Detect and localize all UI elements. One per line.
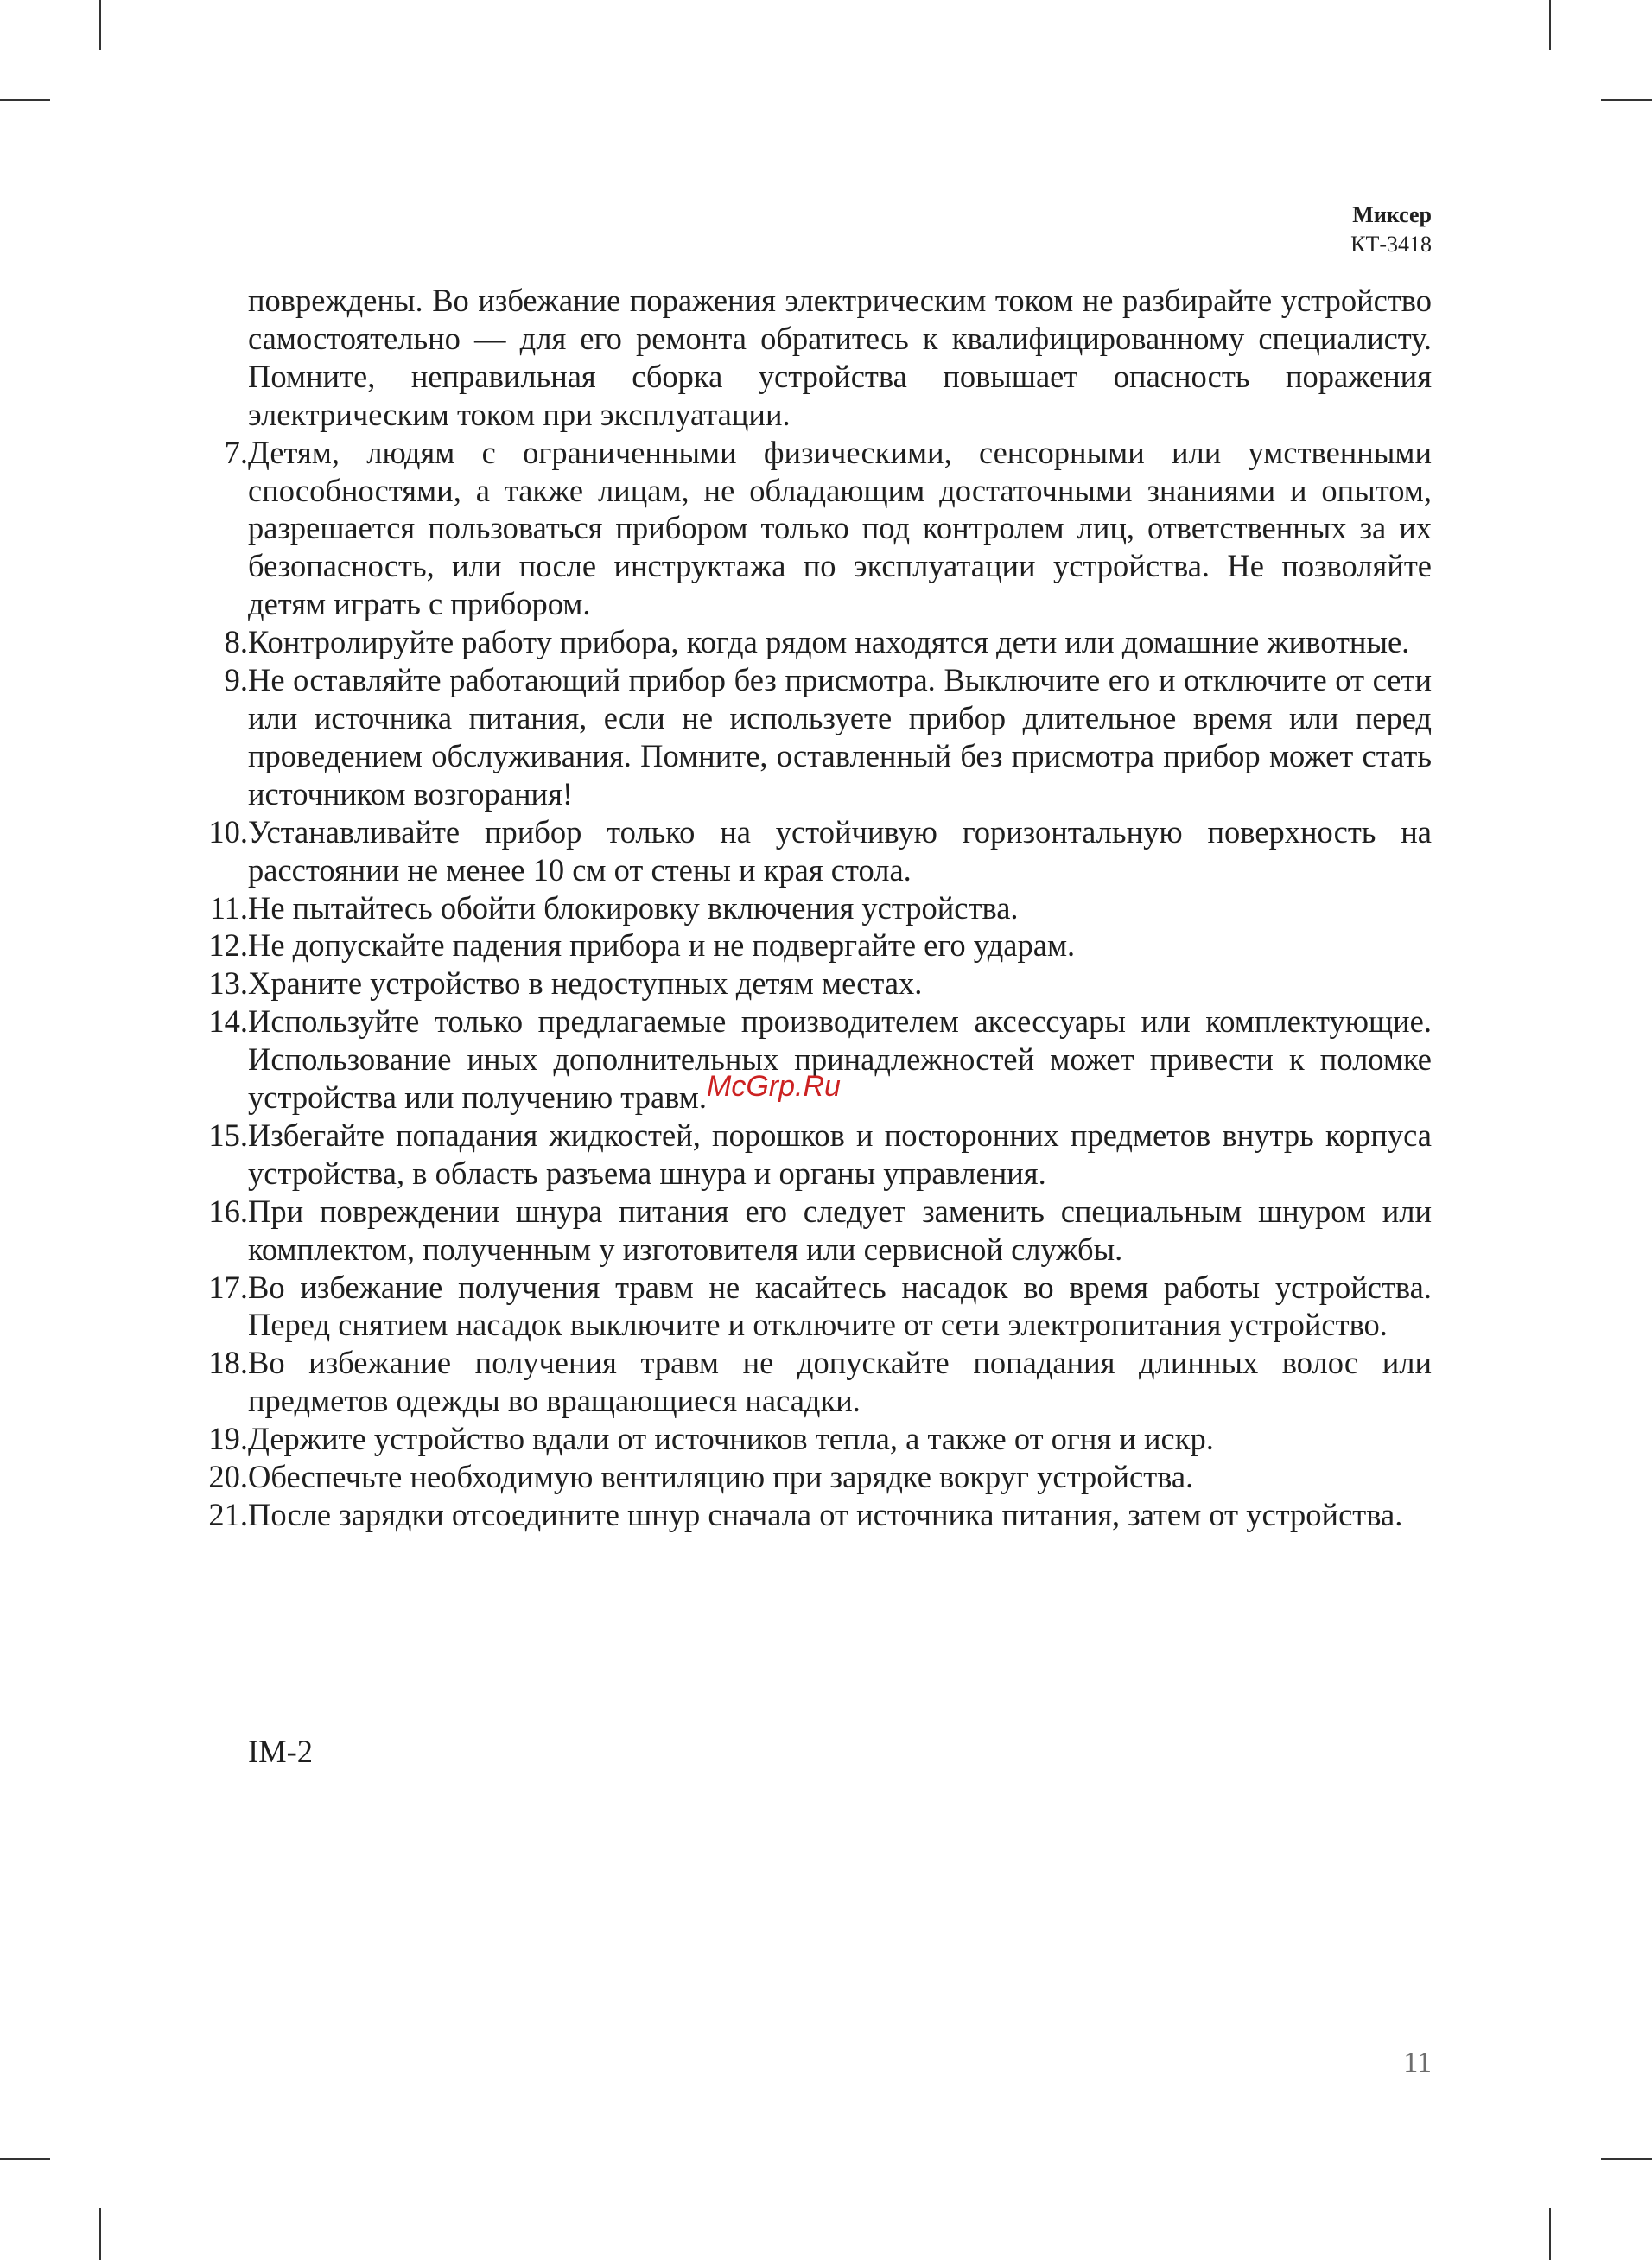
item-text: Детям, людям с ограниченными физическими, сенсорными или умственными способностями, а также лицам, не обладающим достаточными знаниями и опытом, разрешается пользоваться прибором только под контролем лиц, ответственных за их безопасность, или после инструктажа по эксплуатации устройства. Не позволяйте детям играть с прибором. xyxy=(248,434,1432,622)
item-number: 8. xyxy=(224,624,248,660)
list-item xyxy=(190,813,1432,889)
list-item xyxy=(190,1117,1432,1193)
watermark: McGrp.Ru xyxy=(707,1070,841,1103)
item-text: Обеспечьте необходимую вентиляцию при зарядке вокруг устройства. xyxy=(248,1459,1194,1495)
item-number: 12. xyxy=(208,927,248,964)
document-code: IM-2 xyxy=(248,1734,314,1769)
item-number: 19. xyxy=(208,1421,248,1457)
crop-mark xyxy=(1549,2208,1551,2260)
list-item xyxy=(190,1269,1432,1345)
product-model: КТ-3418 xyxy=(1350,232,1432,257)
item-number: 11. xyxy=(209,889,248,926)
item-text: Используйте только предлагаемые производителем аксессуары или комплектующие. Использование иных дополнительных принадлежностей может привести к поломке устройства или получению травм. xyxy=(248,1003,1432,1116)
list-item xyxy=(190,1458,1432,1496)
item-number: 10. xyxy=(208,813,248,850)
item-number: 13. xyxy=(208,965,248,1002)
list-item xyxy=(190,1193,1432,1269)
item-text: Устанавливайте прибор только на устойчивую горизонтальную поверхность на расстоянии не менее 10 см от стены и края стола. xyxy=(248,813,1432,888)
item-number: 18. xyxy=(208,1345,248,1381)
item-number: 15. xyxy=(208,1117,248,1153)
item-text: Не оставляйте работающий прибор без присмотра. Выключите его и отключите от сети или источника питания, если не используете прибор длительное время или перед проведением обслуживания. Помните, оставленный без присмотра прибор может стать источником возгорания! xyxy=(248,662,1432,812)
item-number: 20. xyxy=(208,1459,248,1495)
crop-mark xyxy=(1549,0,1551,50)
item-text: Избегайте попадания жидкостей, порошков и посторонних предметов внутрь корпуса устройства, в область разъема шнура и органы управления. xyxy=(248,1117,1432,1191)
crop-mark xyxy=(1601,99,1652,101)
item-number: 16. xyxy=(208,1193,248,1229)
crop-mark xyxy=(99,0,101,50)
item-text: Контролируйте работу прибора, когда рядом находятся дети или домашние животные. xyxy=(248,624,1410,660)
product-title: Миксер xyxy=(1352,202,1432,227)
item-text: При повреждении шнура питания его следует заменить специальным шнуром или комплектом, полученным у изготовителя или сервисной службы. xyxy=(248,1193,1432,1267)
item-text: Не пытайтесь обойти блокировку включения устройства. xyxy=(248,889,1019,926)
list-item xyxy=(190,964,1432,1003)
item-text: Во избежание получения травм не допускайте попадания длинных волос или предметов одежды во вращающиеся насадки. xyxy=(248,1345,1432,1419)
crop-mark xyxy=(0,2158,50,2160)
list-item xyxy=(190,889,1432,927)
item-number: 7. xyxy=(224,434,248,470)
instruction-list xyxy=(190,282,1432,1534)
list-item xyxy=(190,282,1432,434)
crop-mark xyxy=(1601,2158,1652,2160)
item-number: 9. xyxy=(224,662,248,698)
page-header xyxy=(1350,201,1432,259)
item-text: Во избежание получения травм не касайтесь насадок во время работы устройства. Перед снятием насадок выключите и отключите от сети электропитания устройство. xyxy=(248,1269,1432,1343)
list-item xyxy=(190,661,1432,813)
crop-mark xyxy=(99,2208,101,2260)
item-text: Не допускайте падения прибора и не подвергайте его ударам. xyxy=(248,927,1076,964)
item-text: После зарядки отсоедините шнур сначала от источника питания, затем от устройства. xyxy=(248,1497,1403,1532)
item-number: 14. xyxy=(208,1003,248,1040)
list-item xyxy=(190,623,1432,661)
list-item xyxy=(190,434,1432,624)
item-text: Храните устройство в недоступных детям местах. xyxy=(248,965,923,1002)
page-number: 11 xyxy=(1403,2047,1432,2079)
item-text: Держите устройство вдали от источников тепла, а также от огня и искр. xyxy=(248,1421,1214,1457)
list-item xyxy=(190,1496,1432,1534)
list-item xyxy=(190,1420,1432,1458)
continued-paragraph: повреждены. Во избежание поражения электрическим током не разбирайте устройство самостоятельно — для его ремонта обратитесь к квалифицированному специалисту. Помните, неправильная сборка устройства повышает опасность поражения электрическим током при эксплуатации. xyxy=(248,283,1432,432)
item-number: 21. xyxy=(208,1497,248,1532)
crop-mark xyxy=(0,99,50,101)
list-item xyxy=(190,1344,1432,1420)
item-number: 17. xyxy=(208,1269,248,1305)
list-item xyxy=(190,926,1432,964)
